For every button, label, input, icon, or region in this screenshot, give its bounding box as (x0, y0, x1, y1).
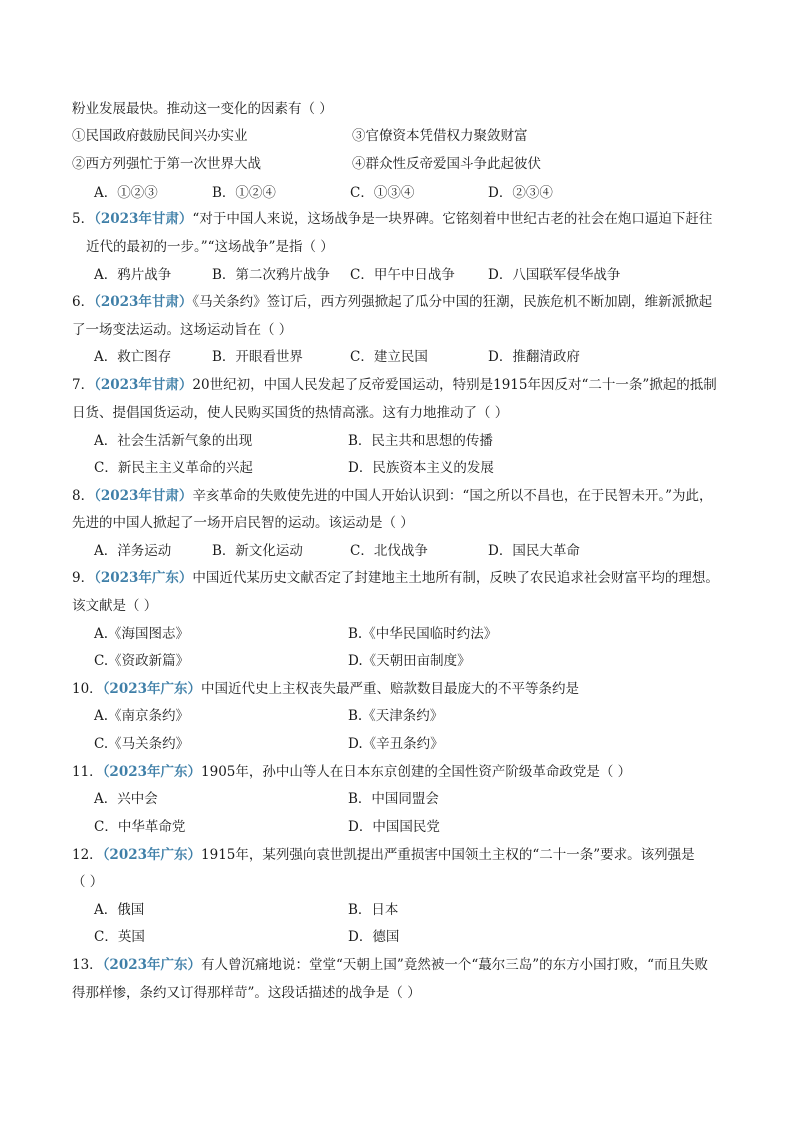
q4-statement-3: ③官僚资本凭借权力聚敛财富 (352, 128, 528, 144)
q10-text: 中国近代史上主权丧失最严重、赔款数目最庞大的不平等条约是 (201, 681, 580, 697)
q10-option-c[interactable]: C.《马关条约》 (94, 736, 190, 752)
q12-text: 1915年，某列强向袁世凯提出严重损害中国领土主权的“二十一条”要求。该列强是 (201, 847, 695, 863)
q11-stem-line1 (72, 763, 737, 781)
q9-text: 中国近代某历史文献否定了封建地主土地所有制，反映了农民追求社会财富平均的理想。 (192, 570, 719, 586)
q7-stem-line1 (72, 376, 737, 394)
q8-option-b[interactable]: B．新文化运动 (212, 543, 303, 559)
q6-option-d[interactable]: D．推翻清政府 (488, 349, 580, 365)
q10-option-a[interactable]: A.《南京条约》 (94, 708, 190, 724)
q7-number: 7． (72, 377, 95, 393)
q4-statement-2: ②西方列强忙于第一次世界大战 (72, 156, 261, 172)
q4-option-c[interactable]: C．①③④ (350, 185, 415, 201)
q5-stem-line1 (72, 210, 737, 228)
q5-text: “对于中国人来说，这场战争是一块界碑。它铭刻着中世纪古老的社会在炮口逼迫下赶往 (192, 211, 713, 227)
q5-option-b[interactable]: B．第二次鸦片战争 (212, 267, 330, 283)
q6-option-c[interactable]: C．建立民国 (350, 349, 428, 365)
q11-source-tag: （2023年广东） (102, 764, 202, 780)
q4-option-b[interactable]: B．①②④ (212, 185, 276, 201)
q5-stem-line2: 近代的最初的一步。”“这场战争”是指（ ） (86, 239, 334, 255)
q6-source-tag: （2023年甘肃） (94, 294, 193, 310)
q5-option-a[interactable]: A．鸦片战争 (94, 267, 172, 283)
q9-option-d[interactable]: D.《天朝田亩制度》 (348, 653, 471, 669)
q7-source-tag: （2023年甘肃） (94, 377, 193, 393)
q6-option-b[interactable]: B．开眼看世界 (212, 349, 303, 365)
q8-number: 8． (72, 488, 95, 504)
q9-stem-line2: 该文献是（ ） (72, 598, 158, 614)
q4-statement-4: ④群众性反帝爱国斗争此起彼伏 (352, 156, 541, 172)
q9-option-c[interactable]: C.《资政新篇》 (94, 653, 190, 669)
q4-statement-1: ①民国政府鼓励民间兴办实业 (72, 128, 248, 144)
q12-stem-line1 (72, 846, 737, 864)
q6-number: 6． (72, 294, 95, 310)
q10-option-b[interactable]: B.《天津条约》 (348, 708, 444, 724)
q10-number: 10． (72, 681, 103, 697)
q5-number: 5． (72, 211, 95, 227)
q4-option-a[interactable]: A．①②③ (94, 185, 158, 201)
q5-option-c[interactable]: C．甲午中日战争 (350, 267, 455, 283)
q11-option-c[interactable]: C．中华革命党 (94, 819, 186, 835)
q6-text: 《马关条约》签订后，西方列强掀起了瓜分中国的狂潮，民族危机不断加剧，维新派掀起 (192, 294, 713, 310)
q12-number: 12． (72, 847, 103, 863)
q12-option-c[interactable]: C．英国 (94, 929, 145, 945)
q12-option-a[interactable]: A．俄国 (94, 902, 145, 918)
q12-stem-line2: （ ） (72, 874, 104, 890)
q13-stem-line1 (72, 956, 737, 974)
q7-option-a[interactable]: A．社会生活新气象的出现 (94, 433, 253, 449)
q12-source-tag: （2023年广东） (102, 847, 202, 863)
q13-text: 有人曾沉痛地说：堂堂“天朝上国”竟然被一个“蕞尔三岛”的东方小国打败，“而且失败 (201, 957, 709, 973)
q11-option-d[interactable]: D．中国国民党 (348, 819, 440, 835)
q6-stem-line1 (72, 293, 737, 311)
q7-stem-line2: 日货、提倡国货运动，使人民购买国货的热情高涨。这有力地推动了（ ） (72, 405, 509, 421)
q4-option-d[interactable]: D．②③④ (488, 185, 553, 201)
q8-stem-line2: 先进的中国人掀起了一场开启民智的运动。该运动是（ ） (72, 515, 414, 531)
q8-stem-line1 (72, 487, 737, 505)
q10-option-d[interactable]: D.《辛丑条约》 (348, 736, 444, 752)
q12-option-b[interactable]: B．日本 (348, 902, 399, 918)
q7-option-b[interactable]: B．民主共和思想的传播 (348, 433, 493, 449)
q10-source-tag: （2023年广东） (102, 681, 202, 697)
q11-number: 11． (72, 764, 103, 780)
q13-stem-line2: 得那样惨，条约又订得那样苛”。这段话描述的战争是（ ） (72, 985, 421, 1001)
q12-option-d[interactable]: D．德国 (348, 929, 400, 945)
q13-number: 13． (72, 957, 103, 973)
q7-text: 20世纪初，中国人民发起了反帝爱国运动，特别是1915年因反对“二十一条”掀起的抵制 (192, 377, 717, 393)
q13-source-tag: （2023年广东） (102, 957, 202, 973)
q9-source-tag: （2023年广东） (94, 570, 193, 586)
q8-option-c[interactable]: C．北伐战争 (350, 543, 428, 559)
q7-option-c[interactable]: C．新民主主义革命的兴起 (94, 460, 253, 476)
q11-text: 1905年，孙中山等人在日本东京创建的全国性资产阶级革命政党是（ ） (201, 764, 632, 780)
q6-stem-line2: 了一场变法运动。这场运动旨在（ ） (72, 322, 293, 338)
q8-option-a[interactable]: A．洋务运动 (94, 543, 172, 559)
q9-option-a[interactable]: A.《海国图志》 (94, 626, 190, 642)
q9-option-b[interactable]: B.《中华民国临时约法》 (348, 626, 498, 642)
q9-number: 9． (72, 570, 95, 586)
q8-text: 辛亥革命的失败使先进的中国人开始认识到：“国之所以不昌也，在于民智未开。”为此， (192, 488, 713, 504)
q5-option-d[interactable]: D．八国联军侵华战争 (488, 267, 621, 283)
q8-option-d[interactable]: D．国民大革命 (488, 543, 580, 559)
q11-option-a[interactable]: A．兴中会 (94, 791, 158, 807)
q11-option-b[interactable]: B．中国同盟会 (348, 791, 439, 807)
q6-option-a[interactable]: A．救亡图存 (94, 349, 172, 365)
q7-option-d[interactable]: D．民族资本主义的发展 (348, 460, 494, 476)
q5-source-tag: （2023年甘肃） (94, 211, 193, 227)
q4-stem: 粉业发展最快。推动这一变化的因素有（ ） (72, 101, 333, 117)
q10-stem-line1 (72, 680, 737, 698)
q8-source-tag: （2023年甘肃） (94, 488, 193, 504)
q9-stem-line1 (72, 569, 737, 587)
